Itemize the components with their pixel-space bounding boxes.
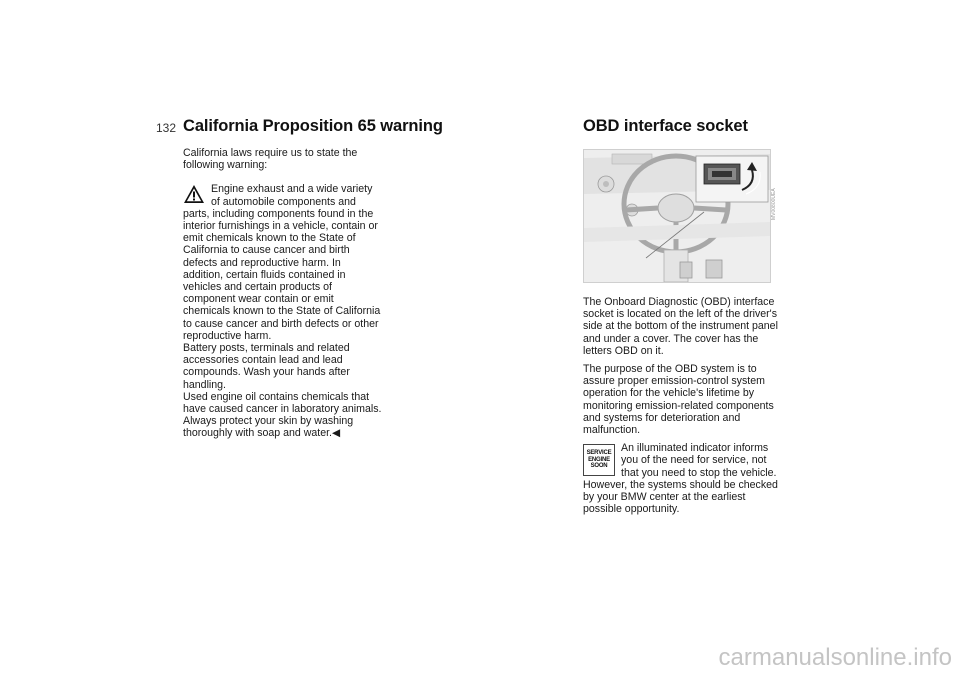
warning-triangle-icon [183, 184, 205, 204]
indicator-block [583, 442, 783, 515]
service-engine-soon-icon: SERVICE ENGINE SOON [583, 444, 615, 476]
oil-text: Used engine oil contains chemicals that have caused cancer in laboratory animals. Always protect your skin by washing thoroughly with soap and water.◀ [183, 390, 382, 440]
figure-id: MV00800UEA [771, 188, 777, 220]
intro-text: California laws require us to state the following warning: [183, 147, 358, 172]
warning-block [183, 183, 383, 439]
page-number: 132 [156, 121, 177, 135]
obd-location-figure [583, 149, 771, 283]
battery-text: Battery posts, terminals and related accessories contain lead and lead compounds. Wash your hands after handling. [183, 342, 350, 391]
right-column [583, 296, 783, 515]
warning-text: Engine exhaust and a wide variety of automobile components and parts, including components found in the interior furnishings in a vehicle, contain or emit chemicals known to the State of California to cause cancer and birth defects and reproductive harm. In addition, certain fluids contained in vehicles and certain products of component wear contain or emit chemicals known to the State of California to cause cancer and birth defects or other reproductive harm. [183, 183, 381, 342]
obd-para-1: The Onboard Diagnostic (OBD) interface socket is located on the left of the driver's side at the bottom of the instrument panel and under a cover. The cover has the letters OBD on it. [583, 296, 778, 357]
end-mark: ◀ [332, 427, 341, 440]
watermark: carmanualsonline.info [718, 644, 952, 671]
left-column [183, 147, 383, 440]
dashboard-illustration-icon [584, 150, 770, 282]
obd-para-2: The purpose of the OBD system is to assure proper emission-control system operation for the vehicle's lifetime by monitoring emission-related components and systems for deterioration and malfunction. [583, 363, 774, 437]
section-title-obd: OBD interface socket [583, 117, 748, 135]
section-title-prop65: California Proposition 65 warning [183, 117, 443, 135]
obd-para-3: An illuminated indicator informs you of the need for service, not that you need to stop the vehicle. However, the systems should be checked by your BMW center at the earliest possible opportunity. [583, 442, 778, 516]
